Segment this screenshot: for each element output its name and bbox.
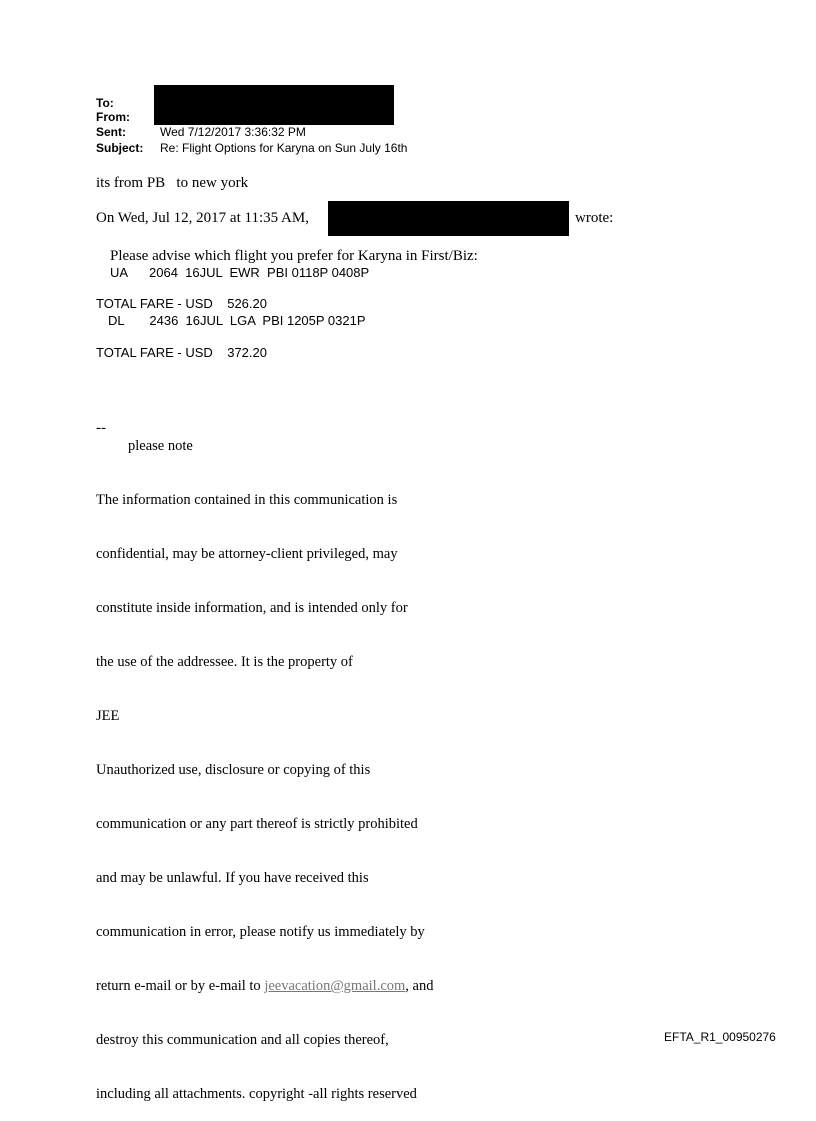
subject-label: Subject: [96, 141, 144, 155]
disclaimer-line: The information contained in this communication is [96, 492, 398, 508]
disclaimer-line: and may be unlawful. If you have received this [96, 870, 369, 886]
disclaimer-line: Unauthorized use, disclosure or copying of this [96, 762, 371, 778]
disclaimer-line: confidential, may be attorney-client privileged, may [96, 546, 398, 562]
signature-dashes: -- [96, 420, 106, 436]
quote-intro: On Wed, Jul 12, 2017 at 11:35 AM, [96, 210, 309, 226]
page-id: EFTA_R1_00950276 [664, 1030, 776, 1044]
sent-value: Wed 7/12/2017 3:36:32 PM [160, 125, 306, 139]
return-prefix: return e-mail or by e-mail to [96, 978, 265, 994]
return-suffix: , and [405, 978, 434, 994]
redaction-box-sender [328, 201, 569, 236]
from-label: From: [96, 110, 130, 124]
disclaimer-line: including all attachments. copyright -all rights reserved [96, 1086, 417, 1102]
flight-option-1: UA 2064 16JUL EWR PBI 0118P 0408P [110, 265, 370, 280]
quote-wrote: wrote: [575, 210, 614, 226]
disclaimer-line: the use of the addressee. It is the property of [96, 654, 353, 670]
disclaimer-line: communication or any part thereof is strictly prohibited [96, 816, 418, 832]
subject-value: Re: Flight Options for Karyna on Sun July 16th [160, 141, 408, 155]
advise-line: Please advise which flight you prefer for Karyna in First/Biz: [110, 248, 478, 264]
disclaimer-line: JEE [96, 708, 120, 724]
disclaimer-line: communication in error, please notify us immediately by [96, 924, 425, 940]
please-note: please note [128, 438, 193, 454]
email-link[interactable]: jeevacation@gmail.com [264, 978, 406, 994]
total-fare-2: TOTAL FARE - USD 372.20 [96, 345, 267, 360]
disclaimer-return-line [96, 977, 433, 995]
disclaimer-line: destroy this communication and all copies thereof, [96, 1032, 389, 1048]
total-fare-1: TOTAL FARE - USD 526.20 [96, 296, 267, 311]
redaction-box-header [154, 85, 394, 125]
flight-option-2: DL 2436 16JUL LGA PBI 1205P 0321P [108, 313, 366, 328]
disclaimer-block [96, 455, 433, 1121]
to-label: To: [96, 96, 114, 110]
reply-text: its from PB to new york [96, 175, 249, 191]
disclaimer-line: constitute inside information, and is intended only for [96, 600, 408, 616]
sent-label: Sent: [96, 125, 126, 139]
